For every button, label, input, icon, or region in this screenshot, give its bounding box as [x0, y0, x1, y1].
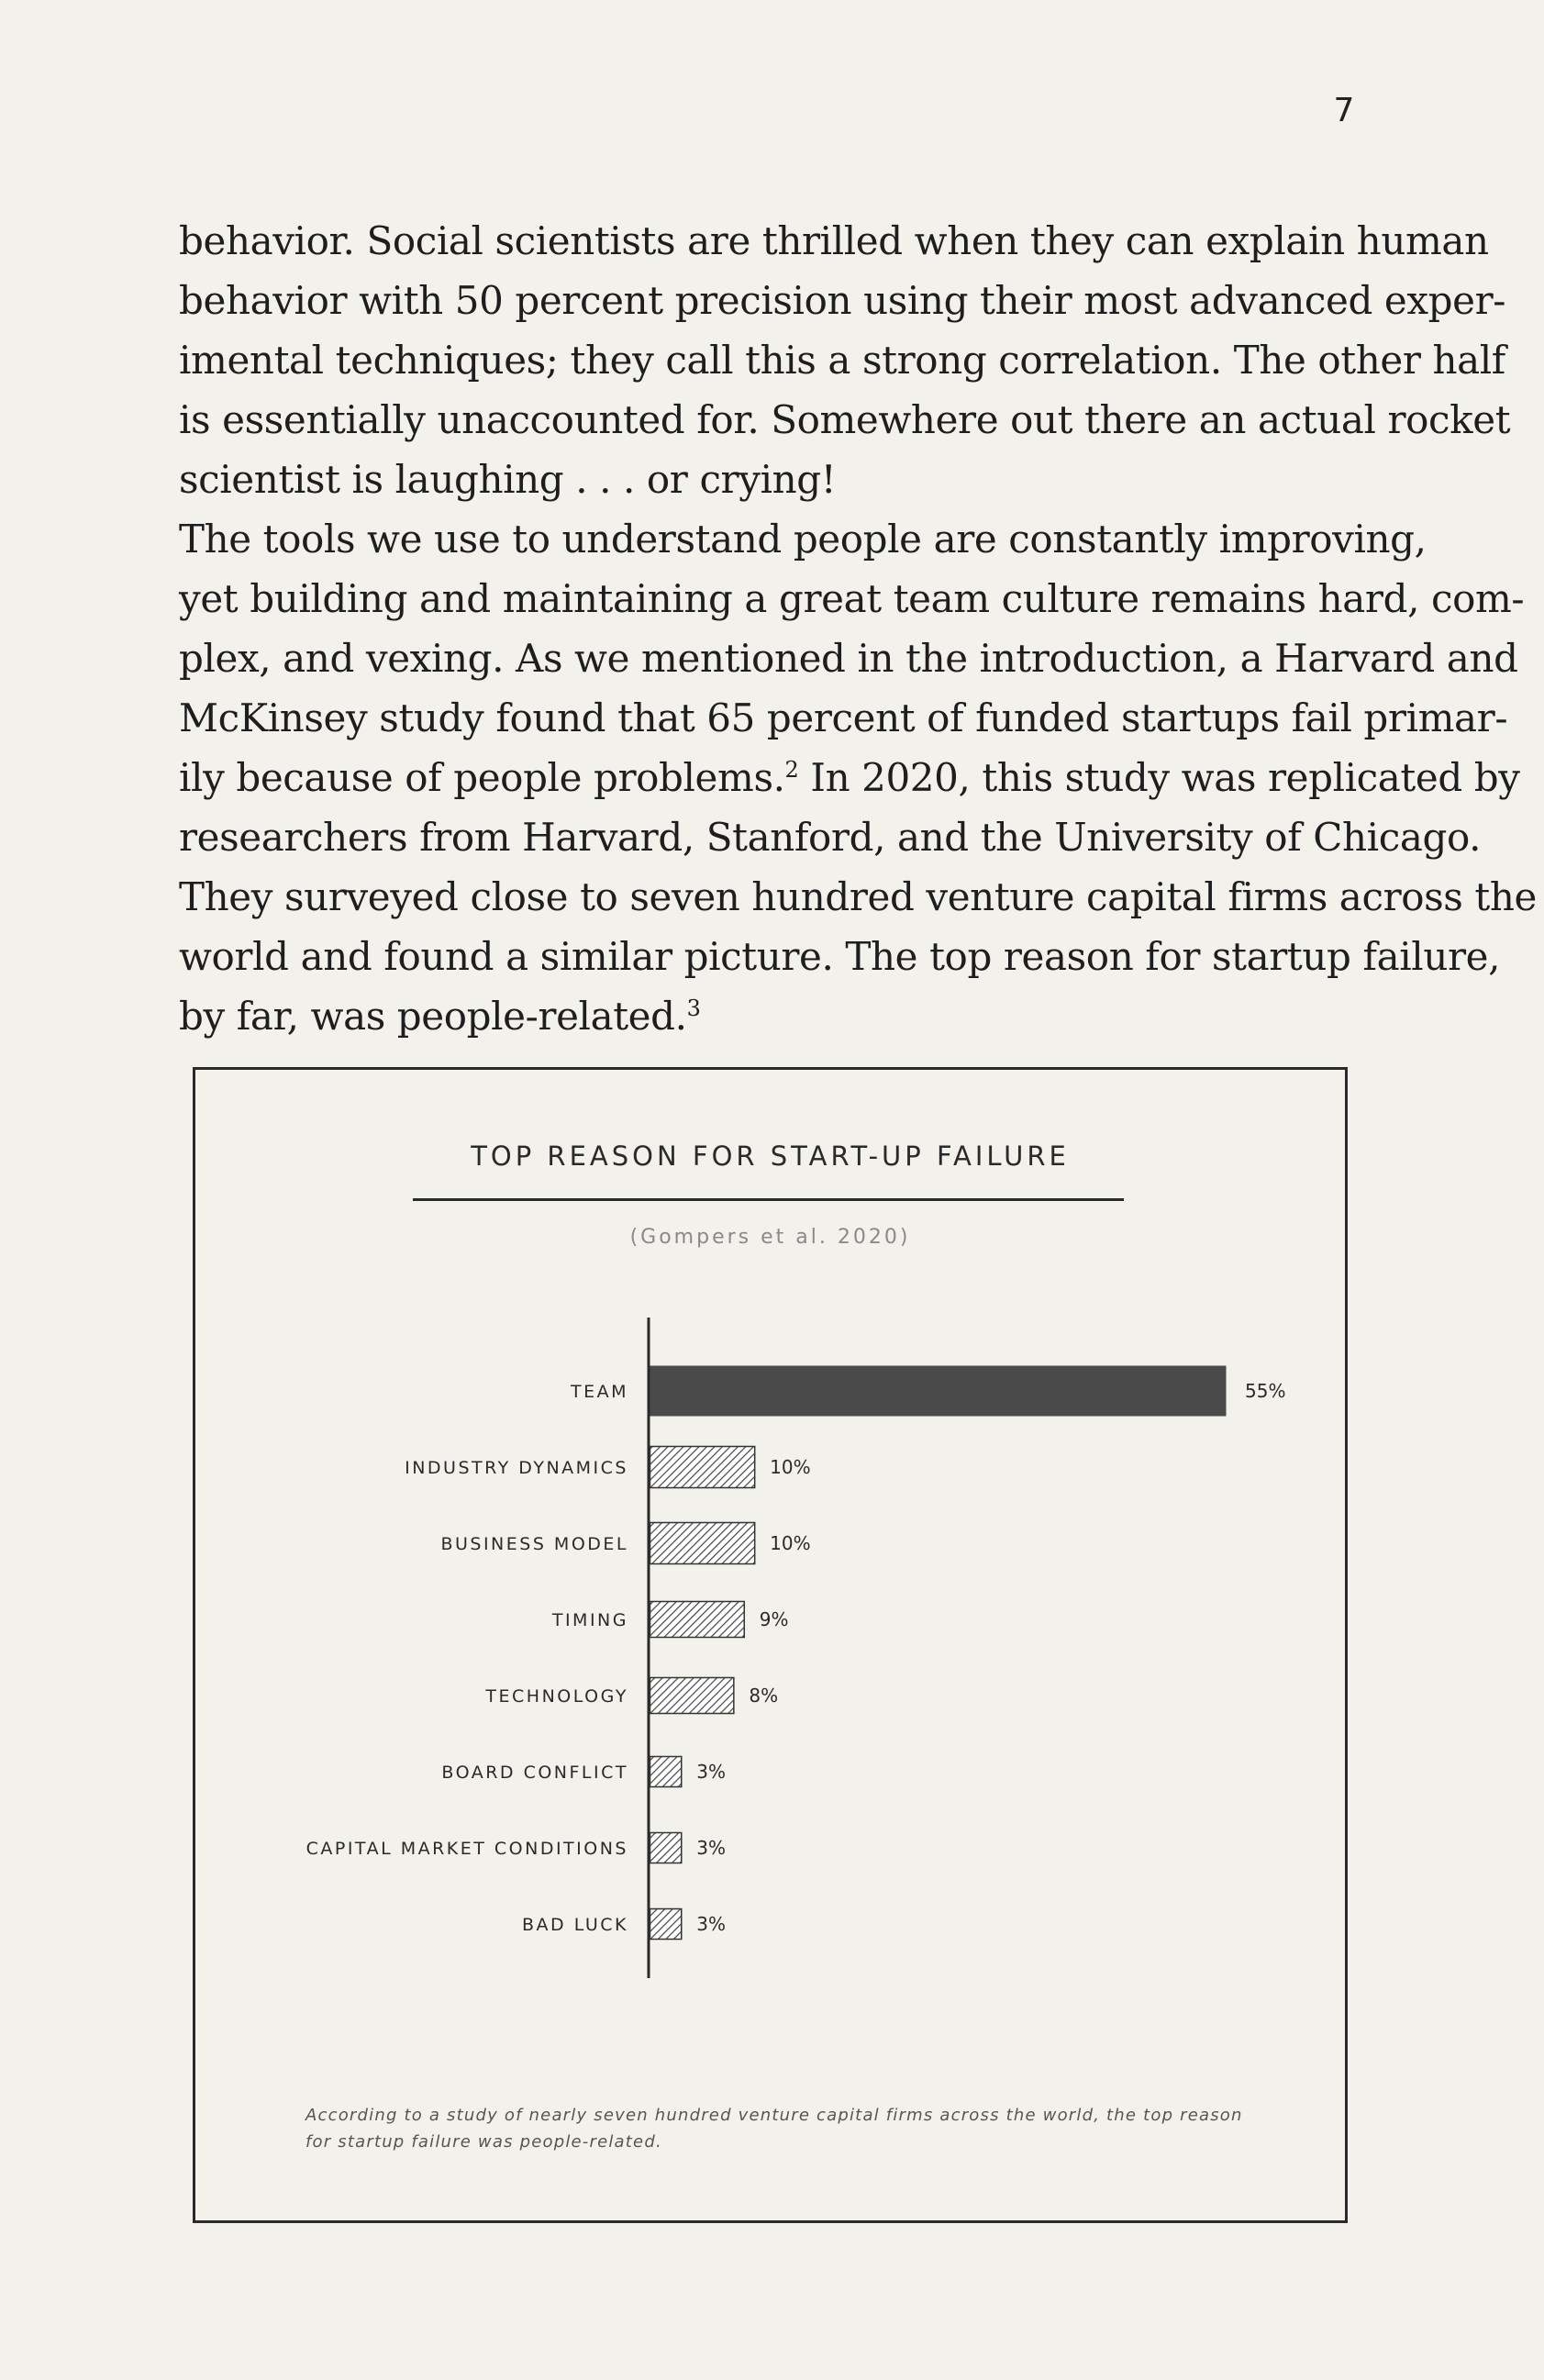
- value-label: 3%: [696, 1761, 726, 1783]
- bar-timing: [650, 1602, 745, 1638]
- figure-caption: According to a study of nearly seven hundred venture capital firms across the world, the top reason for startup failure was people-related.: [305, 2106, 1243, 2152]
- value-label: 3%: [696, 1837, 726, 1859]
- text-line: McKinsey study found that 65 percent of funded startups fail primar-: [179, 695, 1508, 740]
- bar-chart: [195, 1070, 1345, 2220]
- value-label: 3%: [696, 1913, 726, 1935]
- page-number: 7: [1333, 92, 1355, 129]
- bar-board-conflict: [650, 1757, 682, 1787]
- category-label: TECHNOLOGY: [485, 1686, 628, 1707]
- text-line: They surveyed close to seven hundred venture capital firms across the: [179, 874, 1537, 919]
- value-label: 10%: [770, 1532, 811, 1554]
- value-label: 55%: [1245, 1380, 1286, 1402]
- text-line: [179, 986, 1362, 1046]
- text-line: behavior. Social scientists are thrilled when they can explain human: [179, 218, 1489, 263]
- figure-box: [193, 1067, 1348, 2223]
- text-line: world and found a similar picture. The top reason for startup failure,: [179, 934, 1501, 979]
- value-label: 8%: [749, 1685, 779, 1707]
- category-label: TIMING: [551, 1610, 628, 1630]
- text-line: scientist is laughing . . . or crying!: [179, 457, 837, 502]
- bar-technology: [650, 1678, 734, 1714]
- bar-capital-market-conditions: [650, 1833, 682, 1863]
- text-line: behavior with 50 percent precision using their most advanced exper-: [179, 278, 1506, 323]
- category-label: INDUSTRY DYNAMICS: [405, 1458, 628, 1478]
- value-label: 10%: [770, 1456, 811, 1478]
- text-line: imental techniques; they call this a strong correlation. The other half: [179, 338, 1505, 383]
- bar-bad-luck: [650, 1909, 682, 1940]
- value-label: 9%: [759, 1608, 789, 1630]
- text-line: [179, 748, 1520, 807]
- text-segment: by far, was people-related.: [179, 994, 687, 1039]
- text-line: plex, and vexing. As we mentioned in the introduction, a Harvard and: [179, 636, 1518, 681]
- figure-title: TOP REASON FOR START-UP FAILURE: [471, 1140, 1070, 1172]
- figure-source: (Gompers et al. 2020): [629, 1226, 911, 1249]
- footnote-ref[interactable]: 3: [686, 995, 701, 1021]
- body-text: [179, 211, 1537, 1046]
- category-label: BAD LUCK: [522, 1915, 628, 1935]
- text-line: researchers from Harvard, Stanford, and the University of Chicago.: [179, 815, 1482, 860]
- text-line: is essentially unaccounted for. Somewhere out there an actual rocket: [179, 397, 1511, 442]
- bar-industry-dynamics: [650, 1447, 755, 1488]
- category-label: BOARD CONFLICT: [441, 1763, 628, 1783]
- category-label: TEAM: [570, 1382, 628, 1402]
- category-label: BUSINESS MODEL: [440, 1534, 628, 1554]
- text-line: yet building and maintaining a great team culture remains hard, com-: [179, 576, 1525, 621]
- text-line: The tools we use to understand people are constantly improving,: [179, 517, 1427, 562]
- text-segment: In 2020, this study was replicated by: [798, 755, 1520, 800]
- category-label: CAPITAL MARKET CONDITIONS: [305, 1839, 628, 1859]
- footnote-ref[interactable]: 2: [784, 757, 799, 783]
- bar-business-model: [650, 1523, 755, 1564]
- bar-team: [650, 1366, 1227, 1417]
- text-segment: ily because of people problems.: [179, 755, 785, 800]
